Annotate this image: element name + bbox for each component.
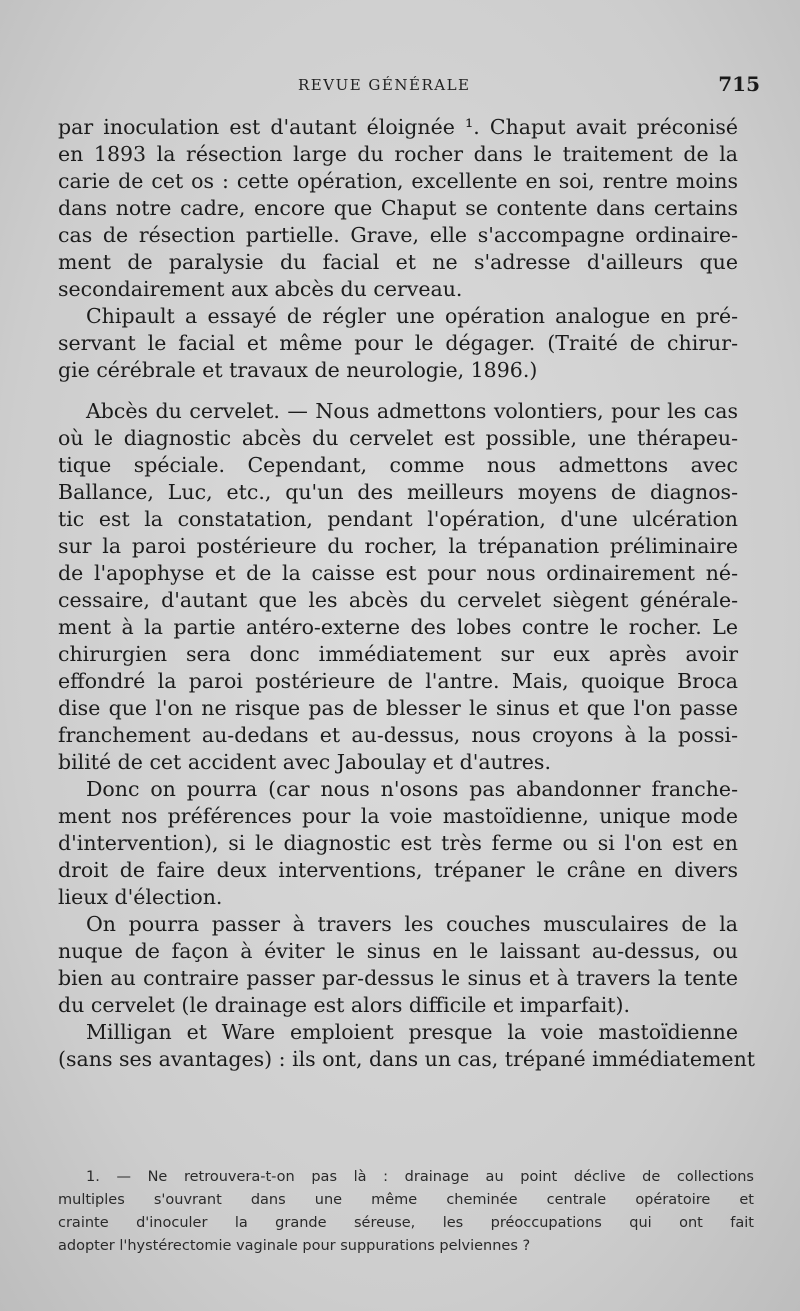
page-number: 715 [718,72,760,96]
text-line: ment de paralysie du facial et ne s'adresse d'ailleurs que [58,250,738,274]
text-line: nuque de façon à éviter le sinus en le laissant au-dessus, ou [58,939,738,963]
footnote-line: crainte d'inoculer la grande séreuse, les préoccupations qui ont fait [58,1215,754,1231]
text-line: servant le facial et même pour le dégager. (Traité de chirur- [58,331,738,355]
text-line: effondré la paroi postérieure de l'antre. Mais, quoique Broca [58,669,738,693]
journal-title: REVUE GÉNÉRALE [298,76,471,94]
text-line: par inoculation est d'autant éloignée ¹. Chaput avait préconisé [58,115,738,139]
running-head [0,72,800,102]
text-line: ment à la partie antéro-externe des lobes contre le rocher. Le [58,615,738,639]
footnotes [58,1166,754,1258]
text-line: tique spéciale. Cependant, comme nous admettons avec [58,453,738,477]
text-line: cas de résection partielle. Grave, elle s'accompagne ordinaire- [58,223,738,247]
text-line: en 1893 la résection large du rocher dans le traitement de la [58,142,738,166]
footnote-line: 1. — Ne retrouvera-t-on pas là : drainage au point déclive de collections [86,1169,754,1185]
text-line: droit de faire deux interventions, trépaner le crâne en divers [58,858,738,882]
text-line: Ballance, Luc, etc., qu'un des meilleurs moyens de diagnos- [58,480,738,504]
text-line: franchement au-dedans et au-dessus, nous croyons à la possi- [58,723,738,747]
text-line: de l'apophyse et de la caisse est pour nous ordinairement né- [58,561,738,585]
text-line: gie cérébrale et travaux de neurologie, 1896.) [58,358,538,382]
text-line: Milligan et Ware emploient presque la voie mastoïdienne [86,1020,738,1044]
text-line: tic est la constatation, pendant l'opération, d'une ulcération [58,507,738,531]
text-line: ment nos préférences pour la voie mastoïdienne, unique mode [58,804,738,828]
body-text [58,114,756,1073]
text-line: secondairement aux abcès du cerveau. [58,277,463,301]
text-line: sur la paroi postérieure du rocher, la trépanation préliminaire [58,534,738,558]
text-line: bilité de cet accident avec Jaboulay et d'autres. [58,750,551,774]
text-line: Abcès du cervelet. — Nous admettons volontiers, pour les cas [86,399,738,423]
text-line: carie de cet os : cette opération, excellente en soi, rentre moins [58,169,738,193]
text-line: cessaire, d'autant que les abcès du cervelet siègent générale- [58,588,738,612]
text-line: d'intervention), si le diagnostic est très ferme ou si l'on est en [58,831,738,855]
text-line: dise que l'on ne risque pas de blesser le sinus et que l'on passe [58,696,738,720]
text-line: du cervelet (le drainage est alors difficile et imparfait). [58,993,631,1017]
text-line: Chipault a essayé de régler une opération analogue en pré- [86,304,738,328]
footnote-line: adopter l'hystérectomie vaginale pour suppurations pelviennes ? [58,1238,531,1254]
footnote-line: multiples s'ouvrant dans une même cheminée centrale opératoire et [58,1192,754,1208]
text-line: lieux d'élection. [58,885,223,909]
text-line: chirurgien sera donc immédiatement sur eux après avoir [58,642,738,666]
text-line: bien au contraire passer par-dessus le sinus et à travers la tente [58,966,738,990]
text-line: dans notre cadre, encore que Chaput se contente dans certains [58,196,738,220]
text-line: On pourra passer à travers les couches musculaires de la [86,912,738,936]
text-line: (sans ses avantages) : ils ont, dans un cas, trépané immédiatement [58,1047,756,1071]
text-line: Donc on pourra (car nous n'osons pas abandonner franche- [86,777,738,801]
text-line: où le diagnostic abcès du cervelet est possible, une thérapeu- [58,426,738,450]
